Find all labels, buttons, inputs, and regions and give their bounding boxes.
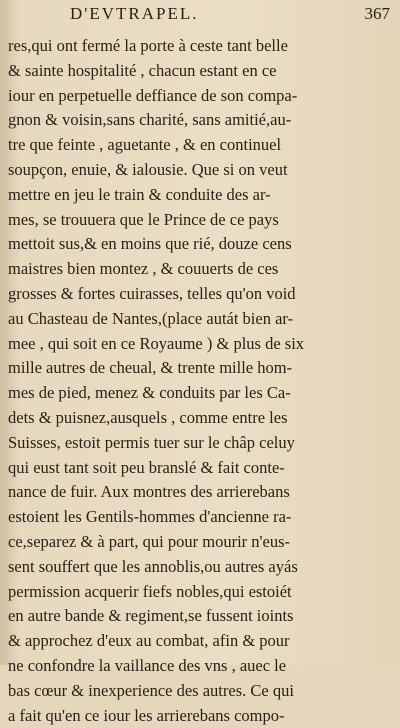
running-title: D'EVTRAPEL. [70, 4, 199, 23]
text-line: a fait qu'en ce iour les arrierebans compo- [8, 705, 285, 725]
text-line: & sainte hospitalité , chacun estant en ce [8, 60, 277, 80]
text-line: maistres bien montez , & couuerts de ces [8, 259, 279, 279]
page-header [0, 4, 400, 30]
text-line: gnon & voisin,sans charité, sans amitié,au- [8, 110, 292, 130]
text-line: mettre en jeu le train & conduite des ar- [8, 184, 271, 204]
text-line: qui eust tant soit peu branslé & fait conte- [8, 457, 285, 477]
text-line: res,qui ont fermé la porte à ceste tant belle [8, 36, 288, 55]
text-line: mee , qui soit en ce Royaume ) & plus de six [8, 333, 305, 353]
text-line: ne confondre la vaillance des vns , auec le [8, 655, 287, 675]
text-line: au Chasteau de Nantes,(place autát bien ar- [8, 308, 294, 328]
text-line: sent souffert que les annoblis,ou autres ayás [8, 556, 298, 576]
text-line: soupçon, enuie, & ialousie. Que si on veut [8, 159, 288, 179]
page-number: 367 [364, 4, 390, 23]
text-line: Suisses, estoit permis tuer sur le châp celuy [8, 432, 295, 452]
text-line: bas cœur & inexperience des autres. Ce qui [8, 680, 294, 700]
text-line: mille autres de cheual, & trente mille hom- [8, 358, 293, 378]
text-line: tre que feinte , aguetante , & en continuel [8, 135, 282, 155]
text-line: mes, se trouuera que le Prince de ce pays [8, 209, 279, 229]
text-line: estoient les Gentils-hommes d'ancienne ra- [8, 507, 292, 527]
text-line: mettoit sus,& en moins que rié, douze cens [8, 234, 292, 254]
text-line: & approchez d'eux au combat, afin & pour [8, 631, 290, 651]
text-line: nance de fuir. Aux montres des arrierebans [8, 482, 290, 502]
text-line: en autre bande & regiment,se fussent ioints [8, 606, 294, 626]
text-line: grosses & fortes cuirasses, telles qu'on void [8, 283, 296, 303]
text-line: ce,separez & à part, qui pour mourir n'eus- [8, 531, 290, 551]
text-line: iour en perpetuelle deffiance de son compa- [8, 85, 298, 105]
body-text [8, 34, 392, 728]
text-line: mes de pied, menez & conduits par les Ca- [8, 383, 291, 403]
text-line: permission acquerir fiefs nobles,qui estoiét [8, 581, 292, 601]
text-line: dets & puisnez,ausquels , comme entre les [8, 407, 288, 427]
